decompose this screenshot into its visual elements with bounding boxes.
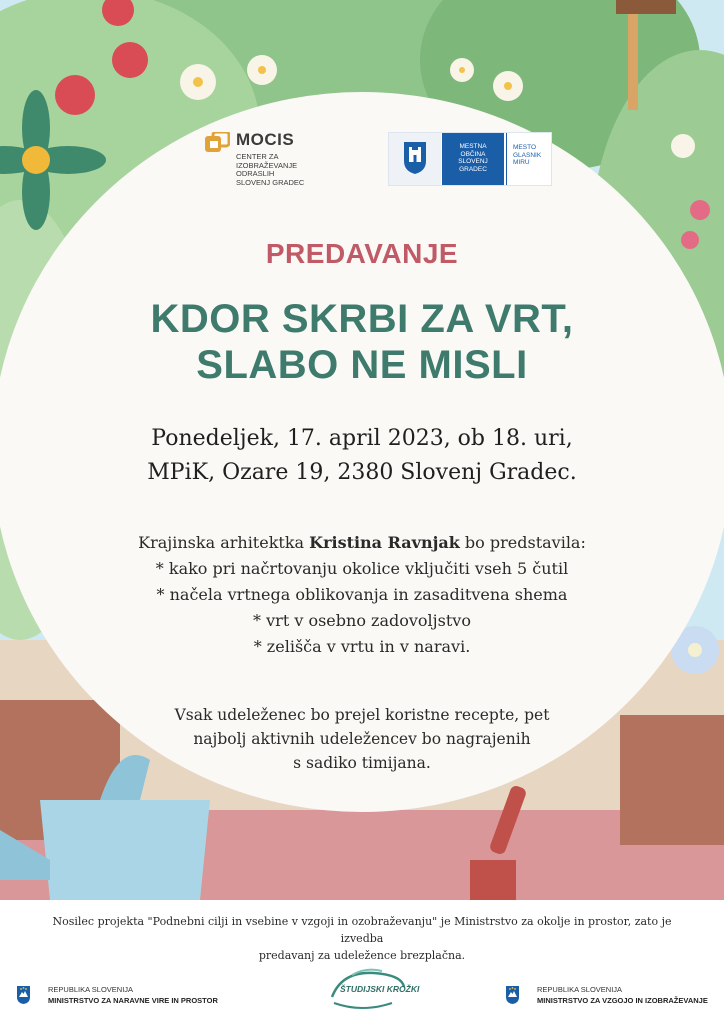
- mocis-name: MOCIS: [236, 130, 295, 149]
- mocis-subtitle: CENTER ZA IZOBRAŽEVANJE ODRASLIH SLOVENJ GRADEC: [236, 152, 305, 187]
- obcina-motto: MESTO GLASNIK MIRU: [506, 133, 551, 185]
- ministry-natural-resources-logo: [16, 983, 256, 1007]
- slovenia-crest-icon: [505, 985, 520, 1005]
- funding-note-line-1: Nosilec projekta "Podnebni cilji in vsebine v vzgoji in ozobraževanju" je Ministrstvo za okolje in prostor, zato je izvedba: [52, 915, 672, 945]
- ministry-left-country: REPUBLIKA SLOVENIJA: [48, 985, 134, 994]
- funding-note-line-2: predavanj za udeležence brezplačna.: [258, 949, 466, 962]
- topic-item: * kako pri načrtovanju okolice vključiti vseh 5 čutil: [155, 559, 569, 578]
- intro-before: Krajinska arhitektka: [138, 533, 310, 552]
- prize-line: s sadiko timijana.: [293, 754, 431, 772]
- mocis-logo-mark-icon: [204, 132, 230, 156]
- obcina-logo: [388, 132, 552, 186]
- event-description: [0, 530, 724, 660]
- event-datetime: Ponedeljek, 17. april 2023, ob 18. uri,: [151, 426, 573, 451]
- prize-line: Vsak udeleženec bo prejel koristne recepte, pet: [174, 706, 550, 724]
- event-type-heading: PREDAVANJE: [265, 238, 459, 269]
- event-location: MPiK, Ozare 19, 2380 Slovenj Gradec.: [147, 460, 577, 485]
- ministry-right-name: MINISTRSTVO ZA VZGOJO IN IZOBRAŽEVANJE: [537, 996, 708, 1005]
- prize-line: najbolj aktivnih udeležencev bo nagrajenih: [193, 730, 531, 748]
- crest-box: [389, 133, 441, 185]
- topic-item: * načela vrtnega oblikovanja in zasaditvena shema: [156, 585, 568, 604]
- prize-note: [0, 703, 724, 775]
- intro-after: bo predstavila:: [459, 533, 586, 552]
- funding-note: [30, 913, 694, 964]
- title-line-2: SLABO NE MISLI: [196, 343, 528, 387]
- ministry-education-logo: [505, 983, 720, 1007]
- event-when-where: [0, 422, 724, 490]
- slovenia-crest-icon: [16, 985, 31, 1005]
- krozki-label: ŠTUDIJSKI KROŽKI: [340, 984, 420, 994]
- title-line-1: KDOR SKRBI ZA VRT,: [150, 297, 574, 341]
- ministry-right-country: REPUBLIKA SLOVENIJA: [537, 985, 623, 994]
- ministry-left-name: MINISTRSTVO ZA NARAVNE VIRE IN PROSTOR: [48, 996, 218, 1005]
- speaker-name: Kristina Ravnjak: [309, 533, 460, 552]
- description-intro: [0, 530, 724, 556]
- topic-item: * zelišča v vrtu in v naravi.: [253, 637, 471, 656]
- mocis-logo: [204, 130, 324, 190]
- studijski-krozki-logo: [322, 967, 420, 1013]
- topic-item: * vrt v osebno zadovoljstvo: [253, 611, 471, 630]
- event-title: [0, 296, 724, 388]
- city-crest-icon: [403, 141, 427, 175]
- obcina-name: MESTNA OBČINA SLOVENJ GRADEC: [442, 133, 504, 185]
